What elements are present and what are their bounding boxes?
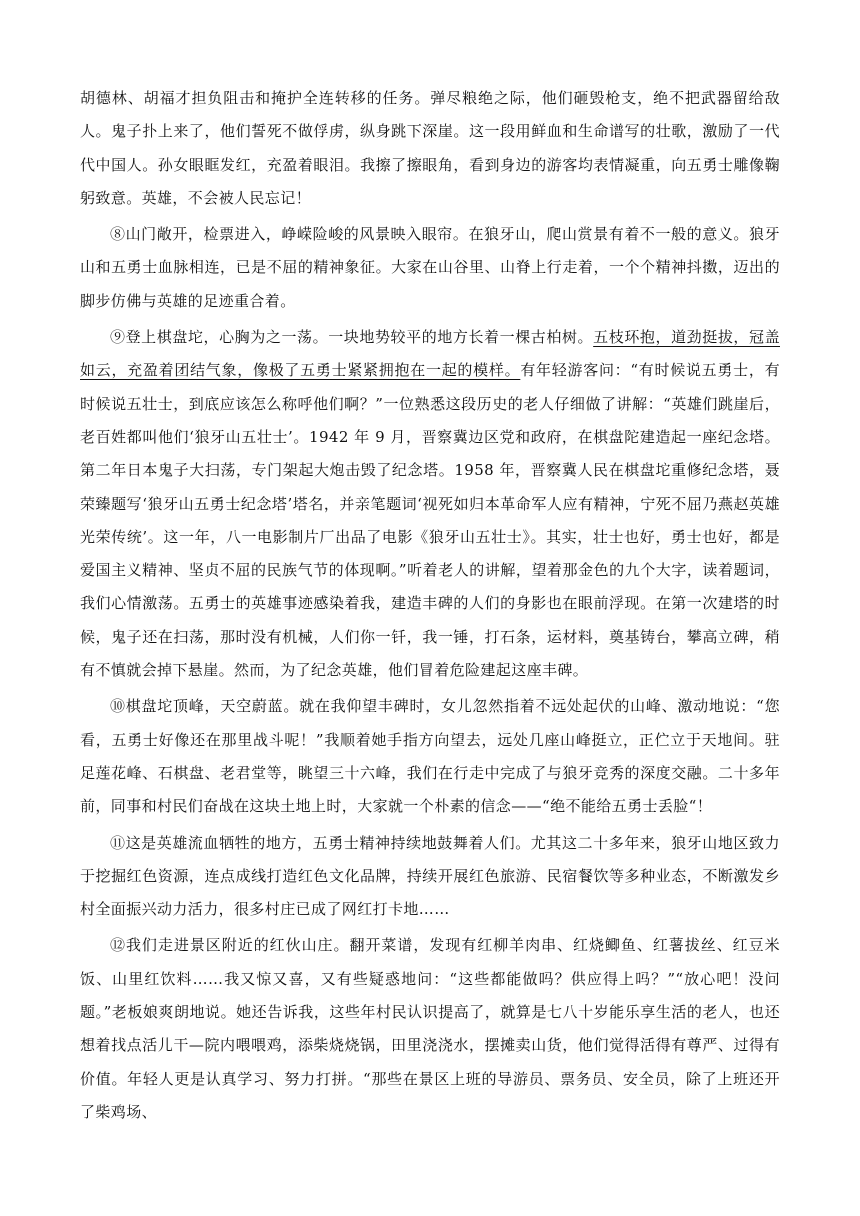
underlined-sentence: 五枝环抱，道劲挺拔，冠盖如云，充盈着团结气象，像极了五勇士紧紧拥抱在一起的模样。 [80, 328, 780, 380]
paragraph-11: ⑪这是英雄流血牺牲的地方，五勇士精神持续地鼓舞着人们。尤其这二十多年来，狼牙山地区致力于挖掘红色资源，连点成线打造红色文化品牌，持续开展红色旅游、民宿餐饮等多种业态，不断激发乡村全面振兴动力活力，很多村庄已成了网红打卡地…… [80, 833, 780, 919]
paragraph-9 [80, 321, 780, 687]
paragraph-7-tail: 胡德林、胡福才担负阻击和掩护全连转移的任务。弹尽粮绝之际，他们砸毁枪支，绝不把武器留给敌人。鬼子扑上来了，他们誓死不做俘虏，纵身跳下深崖。这一段用鲜血和生命谱写的壮歌，激励了一代代中国人。孙女眼眶发红，充盈着眼泪。我擦了擦眼角，看到身边的游客均表情凝重，向五勇士雕像鞠躬致意。英雄，不会被人民忘记！ [80, 89, 780, 207]
paragraph-9-intro: ⑨登上棋盘坨，心胸为之一荡。一块地势较平的地方长着一棵古柏树。 [110, 328, 594, 347]
article-body [80, 82, 780, 1129]
paragraph-10: ⑩棋盘坨顶峰，天空蔚蓝。就在我仰望丰碑时，女儿忽然指着不远处起伏的山峰、激动地说：“您看，五勇士好像还在那里战斗呢！”我顺着她手指方向望去，远处几座山峰挺立，正伫立于天地间。驻足莲花峰、石棋盘、老君堂等，眺望三十六峰，我们在行走中完成了与狼牙竞秀的深度交融。二十多年前，同事和村民们奋战在这块土地上时，大家就一个朴素的信念——“绝不能给五勇士丢脸“！ [80, 697, 780, 816]
paragraph-12: ⑫我们走进景区附近的红伙山庄。翻开菜谱，发现有红柳羊肉串、红烧鲫鱼、红薯拔丝、红豆米饭、山里红饮料……我又惊又喜，又有些疑惑地问：“这些都能做吗？供应得上吗？”“放心吧！没问题。”老板娘爽朗地说。她还告诉我，这些年村民认识提高了，就算是七八十岁能乐享生活的老人，也还想着找点活儿干—院内喂喂鸡，添柴烧烧锅，田里浇浇水，摆摊卖山货，他们觉得活得有尊严、过得有价值。年轻人更是认真学习、努力打拼。“那些在景区上班的导游员、票务员、安全员，除了上班还开了柴鸡场、 [80, 936, 780, 1121]
paragraph-8: ⑧山门敞开，检票进入，峥嵘险峻的风景映入眼帘。在狼牙山，爬山赏景有着不一般的意义。狼牙山和五勇士血脉相连，已是不屈的精神象征。大家在山谷里、山脊上行走着，一个个精神抖擞，迈出的脚步仿佛与英雄的足迹重合着。 [80, 225, 780, 310]
paragraph-9-body: 有年轻游客问：“有时候说五勇士，有时候说五壮士，到底应该怎么称呼他们啊？”一位熟悉这段历史的老人仔细做了讲解：“英雄们跳崖后，老百姓都叫他们‘狼牙山五壮士’。1942 年 9 月，晋察冀边区党和政府，在棋盘陀建造起一座纪念塔。第二年日本鬼子大扫荡，专门架起大炮击毁了纪念塔。1958 年，晋察冀人民在棋盘坨重修纪念塔，聂荣臻题写‘狼牙山五勇士纪念塔’塔名，并亲笔题词‘视死如归本革命军人应有精神，宁死不屈乃燕赵英雄光荣传统’。这一年，八一电影制片厂出品了电影《狼牙山五壮士》。其实，壮士也好，勇士也好，都是爱国主义精神、坚贞不屈的民族气节的体现啊。”听着老人的讲解，望着那金色的九个大字，读着题词，我们心情激荡。五勇士的英雄事迹感染着我，建造丰碑的人们的身影也在眼前浮现。在第一次建塔的时候，鬼子还在扫荡，那时没有机械，人们你一钎，我一锤，打石条，运材料，奠基铸台，攀高立碑，稍有不慎就会掉下悬崖。然而，为了纪念英雄，他们冒着危险建起这座丰碑。 [80, 361, 780, 680]
